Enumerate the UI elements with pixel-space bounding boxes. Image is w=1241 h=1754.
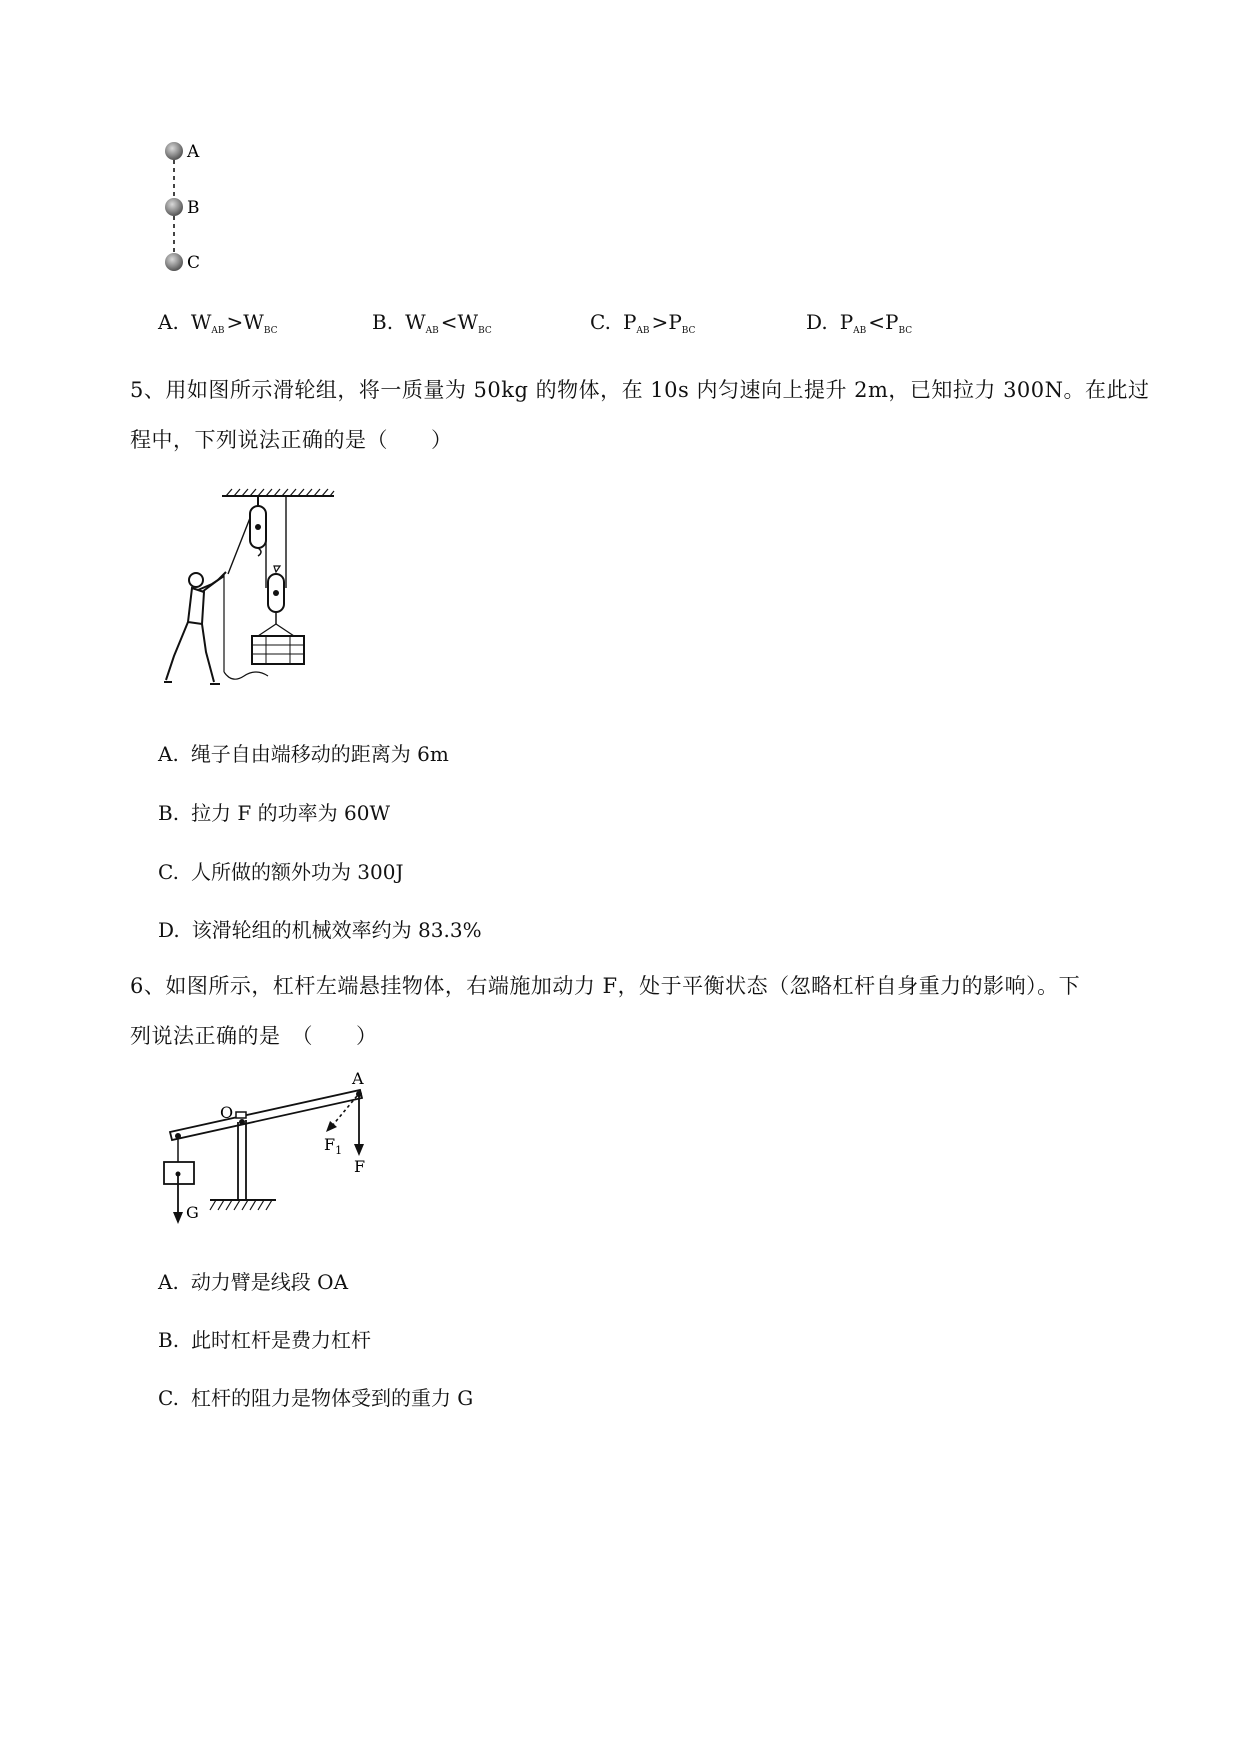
q5-option-c[interactable] xyxy=(158,856,404,885)
option-text: 此时杠杆是费力杠杆 xyxy=(191,1328,372,1352)
ball-label-a: A xyxy=(187,142,200,162)
ball-label-b: B xyxy=(187,198,200,218)
pulley-svg xyxy=(158,488,338,690)
option-label: A. xyxy=(158,310,179,334)
q4-option-d[interactable]: D. $P_{AB} <P_{BC}$ xyxy=(806,310,913,336)
q6-figure-lever xyxy=(158,1066,388,1228)
q6-option-a[interactable] xyxy=(158,1266,348,1295)
ball-c xyxy=(165,253,183,271)
ball-b xyxy=(165,198,183,216)
option-label: C. xyxy=(158,860,179,884)
q5-option-d[interactable] xyxy=(158,914,482,943)
q5-stem xyxy=(130,365,1160,465)
lever-svg xyxy=(158,1066,388,1228)
q4-option-c[interactable]: C. $P_{AB} >P_{BC}$ xyxy=(590,310,696,336)
ground-hatch xyxy=(210,1200,272,1210)
label-o: O xyxy=(220,1103,234,1122)
q6-stem xyxy=(130,961,1160,1061)
option-label: A. xyxy=(158,742,179,766)
q6-option-b[interactable] xyxy=(158,1324,371,1353)
option-text: 该滑轮组的机械效率约为 83.3% xyxy=(191,918,482,942)
option-label: D. xyxy=(806,310,828,334)
q6-option-c[interactable] xyxy=(158,1382,473,1411)
q4-figure-balls xyxy=(160,138,220,278)
q5-stem-line1: 5、用如图所示滑轮组，将一质量为 50kg 的物体，在 10s 内匀速向上提升 2m，已知拉力 300N。在此过 xyxy=(130,378,1150,402)
option-label: B. xyxy=(158,801,180,825)
label-g: G xyxy=(186,1203,199,1222)
ball-label-c: C xyxy=(187,253,201,273)
person-figure xyxy=(164,572,226,684)
label-f1: $F_1$ xyxy=(324,1135,343,1157)
option-text: 杠杆的阻力是物体受到的重力 G xyxy=(190,1386,474,1410)
option-label: C. xyxy=(158,1386,179,1410)
crate xyxy=(252,636,304,664)
q6-stem-line1: 6、如图所示，杠杆左端悬挂物体，右端施加动力 F，处于平衡状态（忽略杠杆自身重力的影响）。下 xyxy=(130,974,1081,998)
rope-pull xyxy=(228,518,250,574)
option-label: B. xyxy=(158,1328,180,1352)
q5-option-a[interactable] xyxy=(158,738,449,767)
q4-option-b[interactable]: B. $W_{AB} <W_{BC}$ xyxy=(372,310,492,336)
option-label: A. xyxy=(158,1270,179,1294)
q4-balls-svg xyxy=(160,138,220,278)
ceiling-hatch xyxy=(226,489,334,496)
option-label: C. xyxy=(590,310,611,334)
q5-option-b[interactable] xyxy=(158,797,390,826)
label-f: F xyxy=(354,1157,366,1176)
ball-a xyxy=(165,142,183,160)
option-text: 人所做的额外功为 300J xyxy=(190,860,404,884)
q5-figure-pulley xyxy=(158,488,338,690)
lever-bar xyxy=(170,1090,362,1140)
option-text: 绳子自由端移动的距离为 6m xyxy=(190,742,449,766)
option-label: B. xyxy=(372,310,394,334)
q6-stem-line2: 列说法正确的是 （ ） xyxy=(130,1024,378,1048)
option-label: D. xyxy=(158,918,180,942)
option-text: 动力臂是线段 OA xyxy=(190,1270,349,1294)
pivot-o xyxy=(239,1119,245,1125)
rope-slack xyxy=(224,672,268,679)
q5-stem-line2: 程中，下列说法正确的是（ ） xyxy=(130,428,453,452)
label-a: A xyxy=(352,1069,364,1088)
option-text: 拉力 F 的功率为 60W xyxy=(191,801,391,825)
q4-option-a[interactable]: A. $W_{AB} >W_{BC}$ xyxy=(158,310,278,336)
